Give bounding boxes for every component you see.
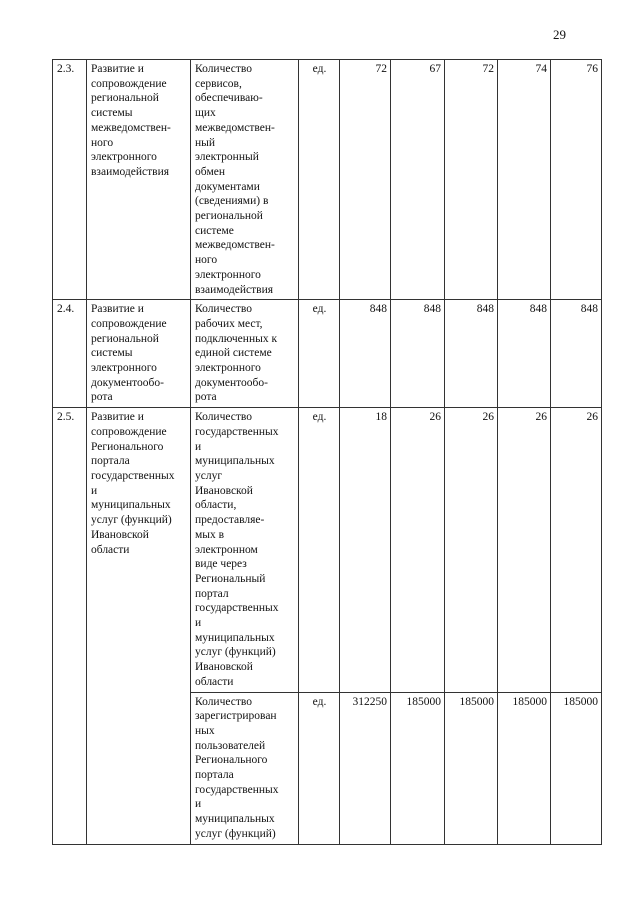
indicator-name: Количество государственных и муниципальных услуг Ивановской области, предоставляе- мых в электронном виде через Региональный портал государственных и муниципальных услуг (функций) Ивановской области [191,408,299,692]
value-cell: 74 [498,60,551,300]
indicator-name: Количество зарегистрирован ных пользователей Регионального портала государственных и муниципальных услуг (функций) [191,692,299,844]
value-cell: 848 [445,300,498,408]
value-cell: 67 [391,60,445,300]
value-cell: 185000 [445,692,498,844]
value-cell: 312250 [340,692,391,844]
measure-name: Развитие и сопровождение региональной системы электронного документообо- рота [87,300,191,408]
unit-cell: ед. [299,300,340,408]
unit-cell: ед. [299,60,340,300]
value-cell: 185000 [391,692,445,844]
value-cell: 26 [445,408,498,692]
value-cell: 185000 [551,692,602,844]
table-row [53,408,602,692]
indicators-table [52,59,602,845]
row-number: 2.3. [53,60,87,300]
measure-name: Развитие и сопровождение региональной системы межведомствен- ного электронного взаимодействия [87,60,191,300]
value-cell: 848 [551,300,602,408]
value-cell: 18 [340,408,391,692]
indicator-name: Количество сервисов, обеспечиваю- щих межведомствен- ный электронный обмен документами (сведениями) в региональной системе межведомствен- ного электронного взаимодействия [191,60,299,300]
unit-cell: ед. [299,692,340,844]
value-cell: 72 [445,60,498,300]
table-row [53,60,602,300]
value-cell: 185000 [498,692,551,844]
row-number: 2.5. [53,408,87,844]
row-number: 2.4. [53,300,87,408]
unit-cell: ед. [299,408,340,692]
value-cell: 848 [498,300,551,408]
value-cell: 848 [391,300,445,408]
value-cell: 26 [391,408,445,692]
value-cell: 26 [551,408,602,692]
page-number: 29 [553,27,566,42]
value-cell: 26 [498,408,551,692]
value-cell: 76 [551,60,602,300]
table-row [53,300,602,408]
value-cell: 848 [340,300,391,408]
measure-name: Развитие и сопровождение Регионального портала государственных и муниципальных услуг (функций) Ивановской области [87,408,191,844]
indicator-name: Количество рабочих мест, подключенных к единой системе электронного документообо- рота [191,300,299,408]
value-cell: 72 [340,60,391,300]
